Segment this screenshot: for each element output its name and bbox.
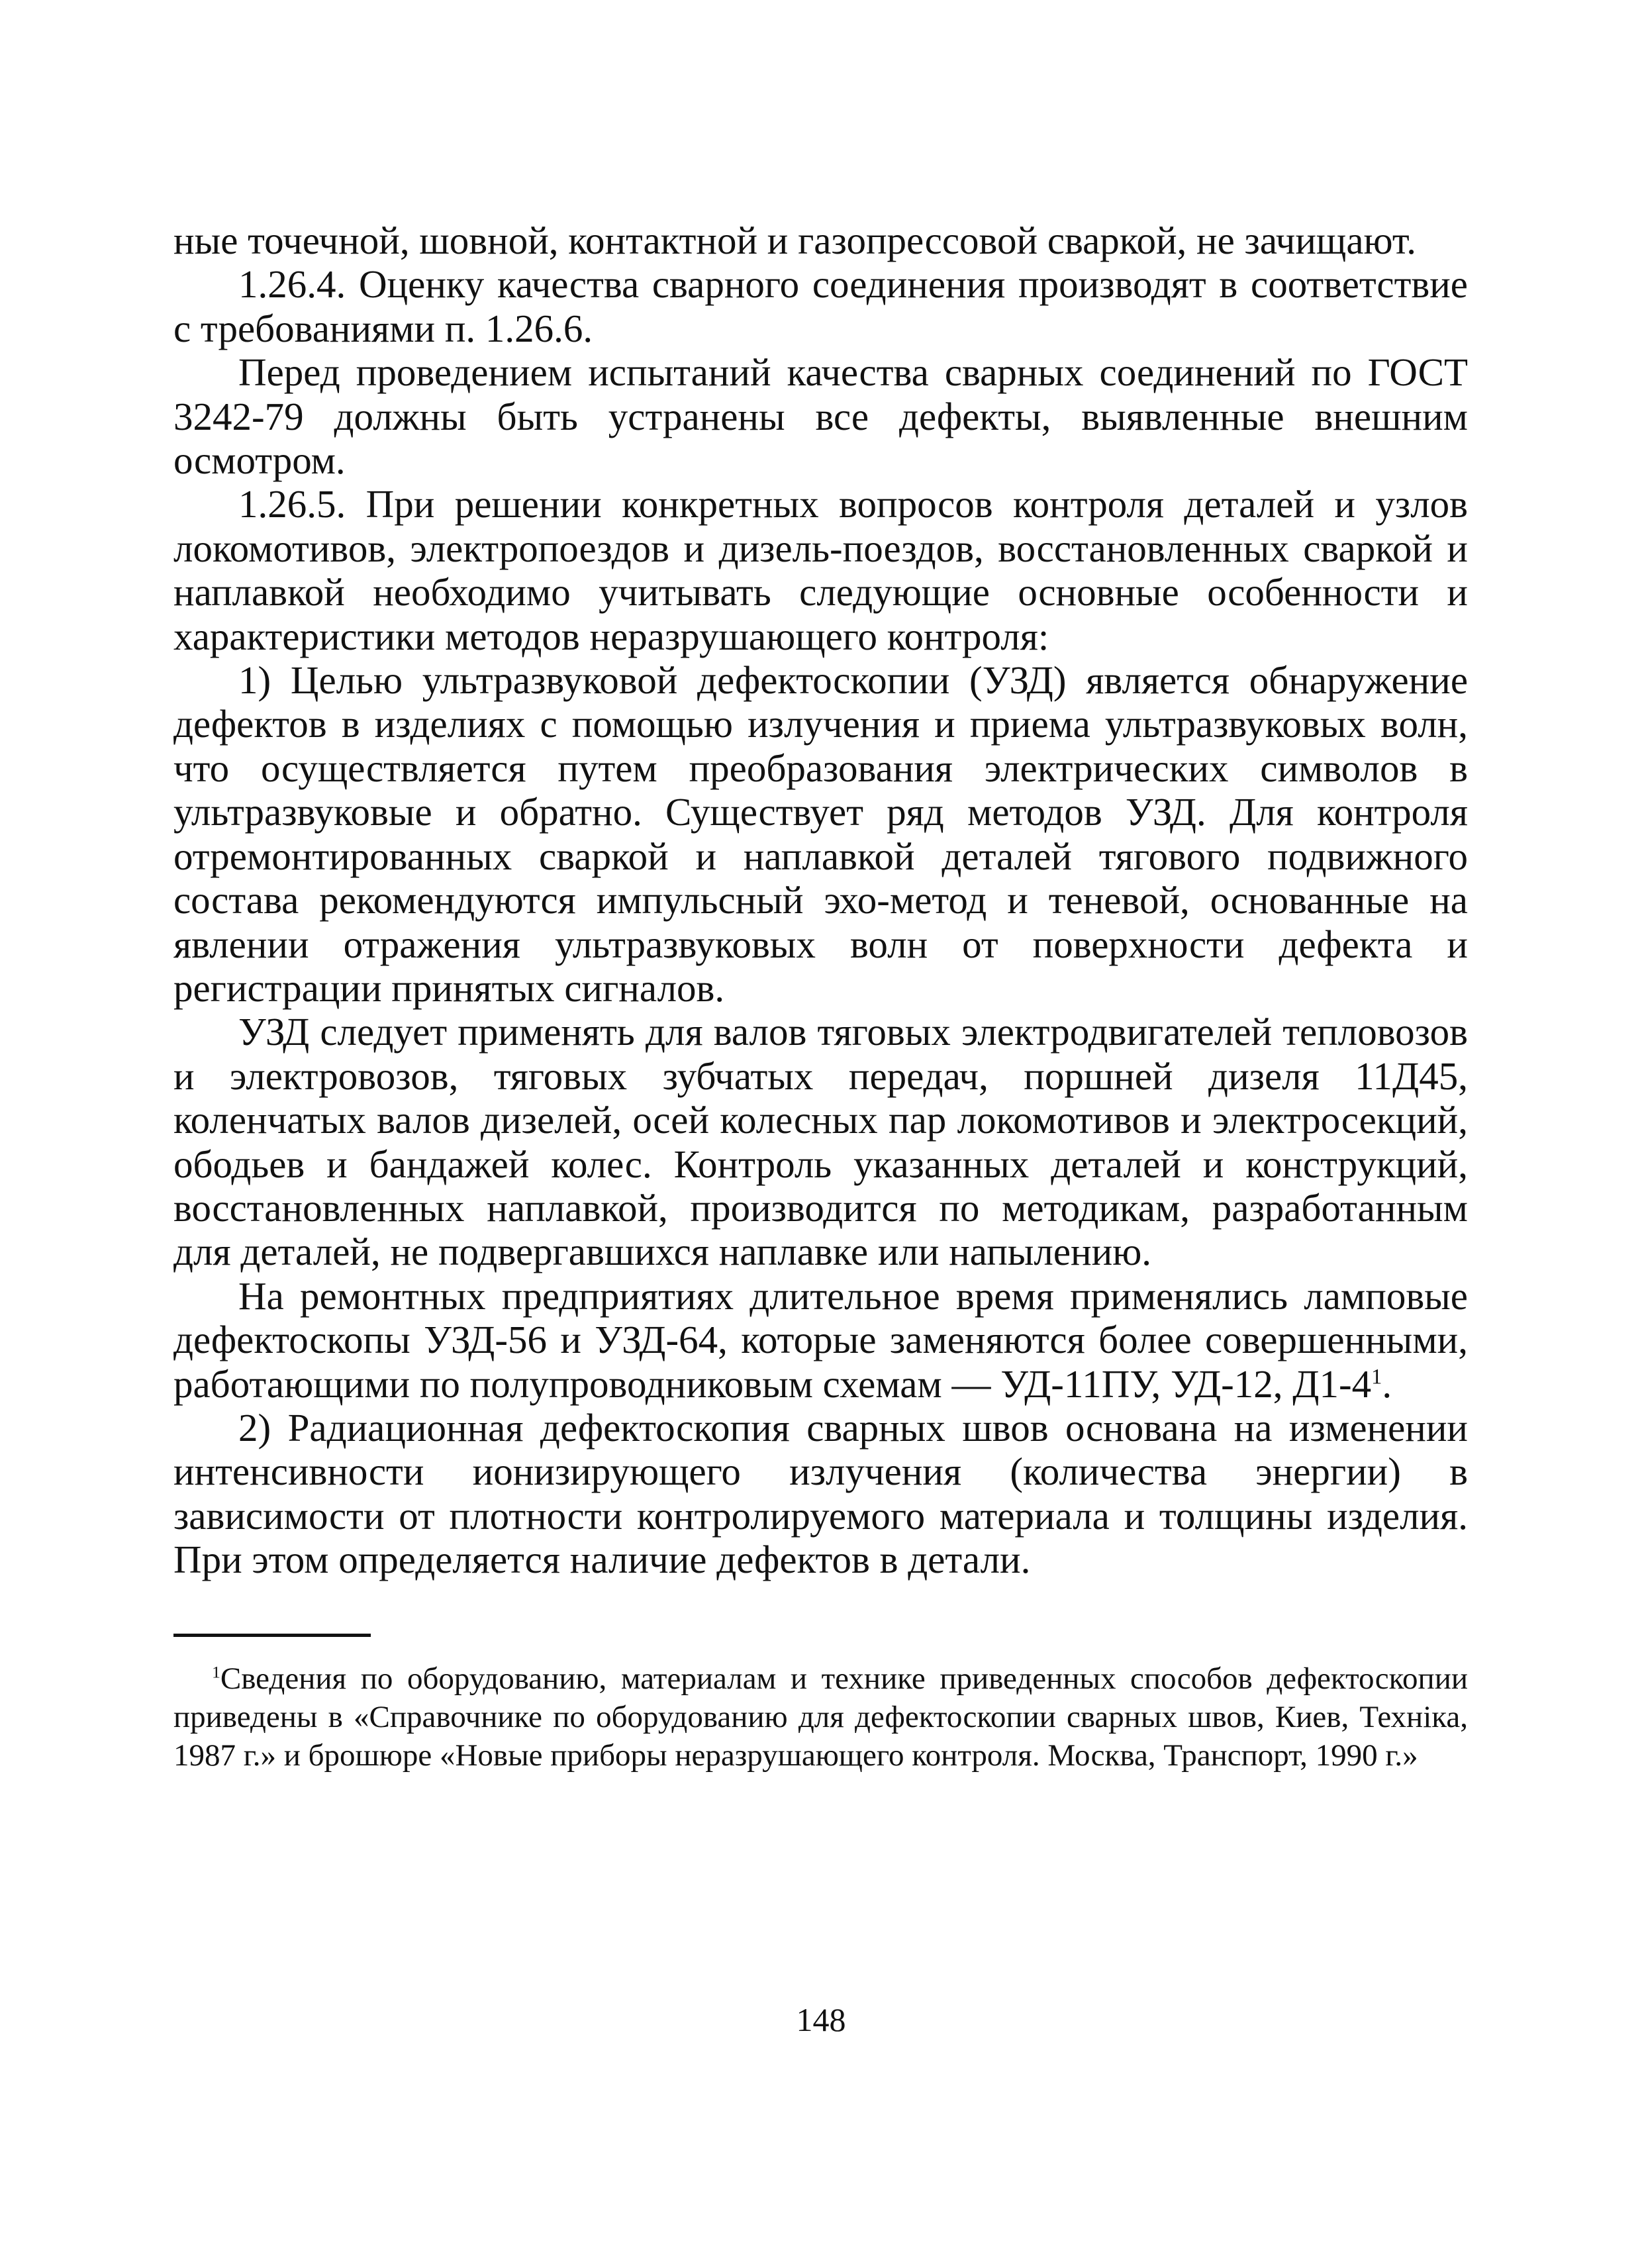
paragraph-2: 1.26.4. Оценку качества сварного соединения производят в соответствие с требованиями п. 1.26.6.: [173, 262, 1468, 350]
paragraph-3: Перед проведением испытаний качества сварных соединений по ГОСТ 3242-79 должны быть устранены все дефекты, выявленные внешним осмотром.: [173, 350, 1468, 483]
footnote-mark: 1: [212, 1661, 220, 1681]
page-content: [173, 219, 1468, 1775]
footnote-text: Сведения по оборудованию, материалам и технике приведенных способов дефектоскопии приведены в «Справочнике по оборудованию для дефектоскопии сварных швов, Киев, Техніка, 1987 г.» и брошюре «Новые приборы неразрушающего контроля. Москва, Транспорт, 1990 г.»: [173, 1661, 1468, 1773]
body-text: [173, 219, 1468, 1582]
footnote-separator: [173, 1634, 371, 1637]
paragraph-4: 1.26.5. При решении конкретных вопросов контроля деталей и узлов локомотивов, электропоездов и дизель-поездов, восстановленных сваркой и наплавкой необходимо учитывать следующие основные особенности и характеристики методов неразрушающего контроля:: [173, 482, 1468, 658]
paragraph-1: ные точечной, шовной, контактной и газопрессовой сваркой, не зачищают.: [173, 219, 1416, 262]
paragraph-7-tail: .: [1382, 1361, 1392, 1406]
paragraph-5: 1) Целью ультразвуковой дефектоскопии (УЗД) является обнаружение дефектов в изделиях с помощью излучения и приема ультразвуковых волн, что осуществляется путем преобразования электрических символов в ультразвуковые и обратно. Существует ряд методов УЗД. Для контроля отремонтированных сваркой и наплавкой деталей тягового подвижного состава рекомендуются импульсный эхо-метод и теневой, основанные на явлении отражения ультразвуковых волн от поверхности дефекта и регистрации принятых сигналов.: [173, 658, 1468, 1010]
paragraph-7: [173, 1274, 1468, 1406]
paragraph-7-text: На ремонтных предприятиях длительное время применялись ламповые дефектоскопы УЗД-56 и УЗД-64, которые заменяются более совершенными, работающими по полупроводниковым схемам — УД-11ПУ, УД-12, Д1-4: [173, 1273, 1468, 1406]
footnote-reference: 1: [1371, 1364, 1382, 1389]
paragraph-8: 2) Радиационная дефектоскопия сварных швов основана на изменении интенсивности ионизирующего излучения (количества энергии) в зависимости от плотности контролируемого материала и толщины изделия. При этом определяется наличие дефектов в детали.: [173, 1405, 1468, 1582]
paragraph-6: УЗД следует применять для валов тяговых электродвигателей тепловозов и электровозов, тяговых зубчатых передач, поршней дизеля 11Д45, коленчатых валов дизелей, осей колесных пар локомотивов и электросекций, ободьев и бандажей колес. Контроль указанных деталей и конструкций, восстановленных наплавкой, производится по методикам, разработанным для деталей, не подвергавшихся наплавке или напылению.: [173, 1010, 1468, 1274]
footnote: [173, 1659, 1468, 1775]
page-number: 148: [796, 2001, 846, 2038]
